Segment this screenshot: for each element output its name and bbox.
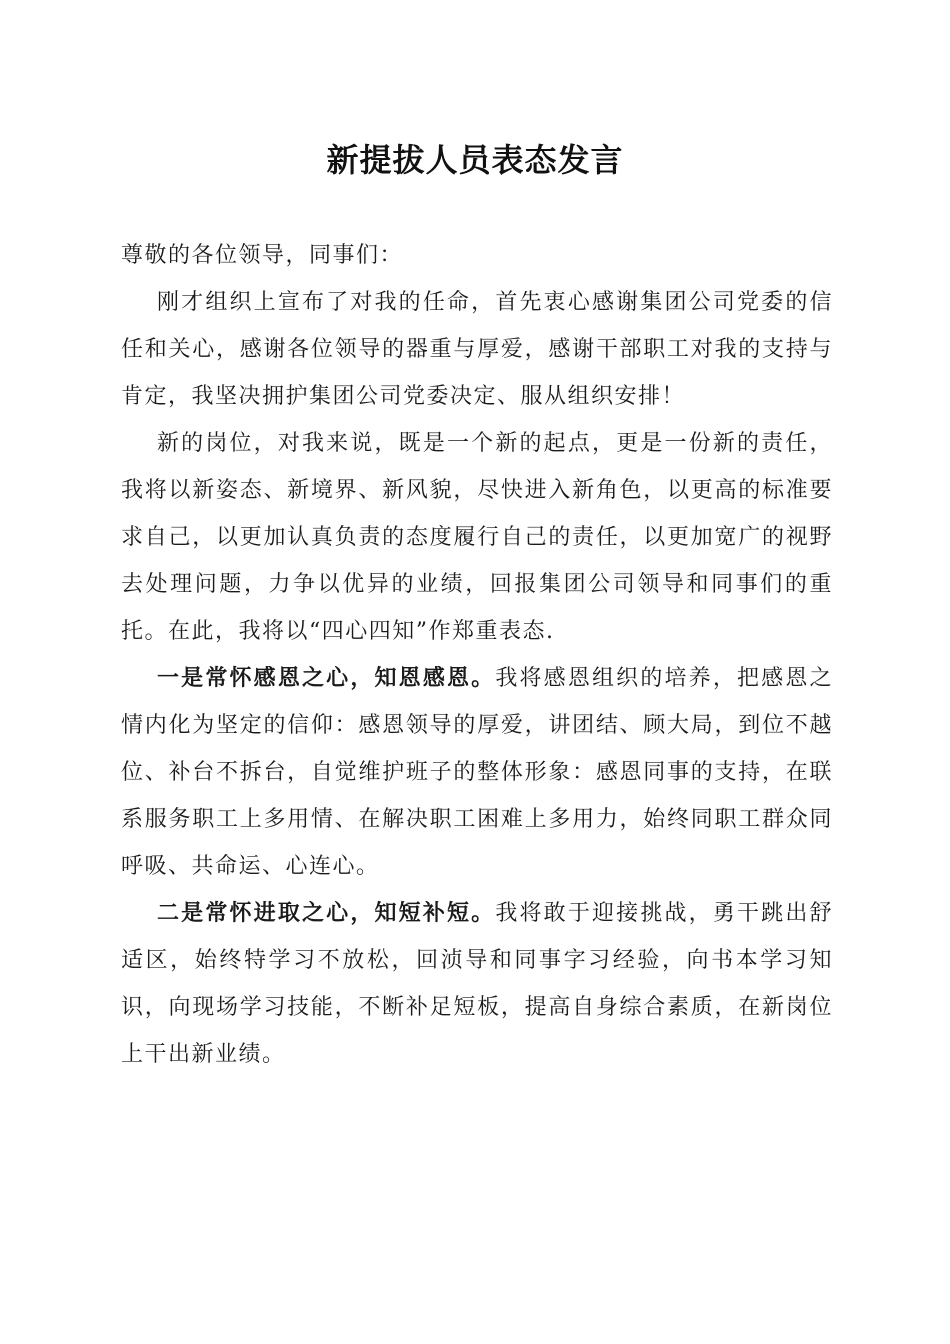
paragraph-lead: 二是常怀进取之心，知短补短。 — [157, 900, 496, 926]
paragraph-text: 我将敢于迎接挑战，勇干跳出舒适区，始终特学习不放松，回浈导和同事字习经验，向书本学习知识，向现场学习技能，不断补足短板，提高自身综合素质，在新岗位上干出新业绩。 — [121, 901, 833, 1067]
paragraph-text: 我将感恩组织的培养，把感恩之情内化为坚定的信仰：感恩领导的厚爱，讲团结、顾大局，到位不越位、补台不拆台，自觉维护班子的整体形象：感恩同事的支持，在联系服务职工上多用情、在解决职工困难上多用力，始终同职工群众同呼吸、共命运、心连心。 — [121, 666, 833, 879]
paragraph-text: 新的岗位，对我来说，既是一个新的起点，更是一份新的责任，我将以新姿态、新境界、新风貌，尽快进入新角色，以更高的标准要求自己，以更加认真负责的态度履行自己的责任，以更加宽广的视野去处理问题，力争以优异的业绩，回报集团公司领导和同事们的重托。在此，我将以“四心四知”作郑重表态. — [121, 431, 833, 644]
paragraph-lead: 一是常怀感恩之心，知恩感恩。 — [157, 665, 496, 691]
paragraph-text: 刚才组织上宣布了对我的任命，首先衷心感谢集团公司党委的信任和关心，感谢各位领导的器重与厚爱，感谢干部职工对我的支持与肯定，我坚决拥护集团公司党委决定、服从组织安排！ — [121, 290, 833, 409]
paragraph-progress — [121, 890, 833, 1078]
paragraph-appointment-thanks — [121, 279, 833, 420]
document-body — [121, 232, 833, 1078]
paragraph-gratitude — [121, 655, 833, 890]
paragraph-new-position — [121, 420, 833, 655]
document-title: 新提拔人员表态发言 — [326, 141, 624, 179]
salutation: 尊敬的各位领导，同事们： — [121, 243, 404, 268]
